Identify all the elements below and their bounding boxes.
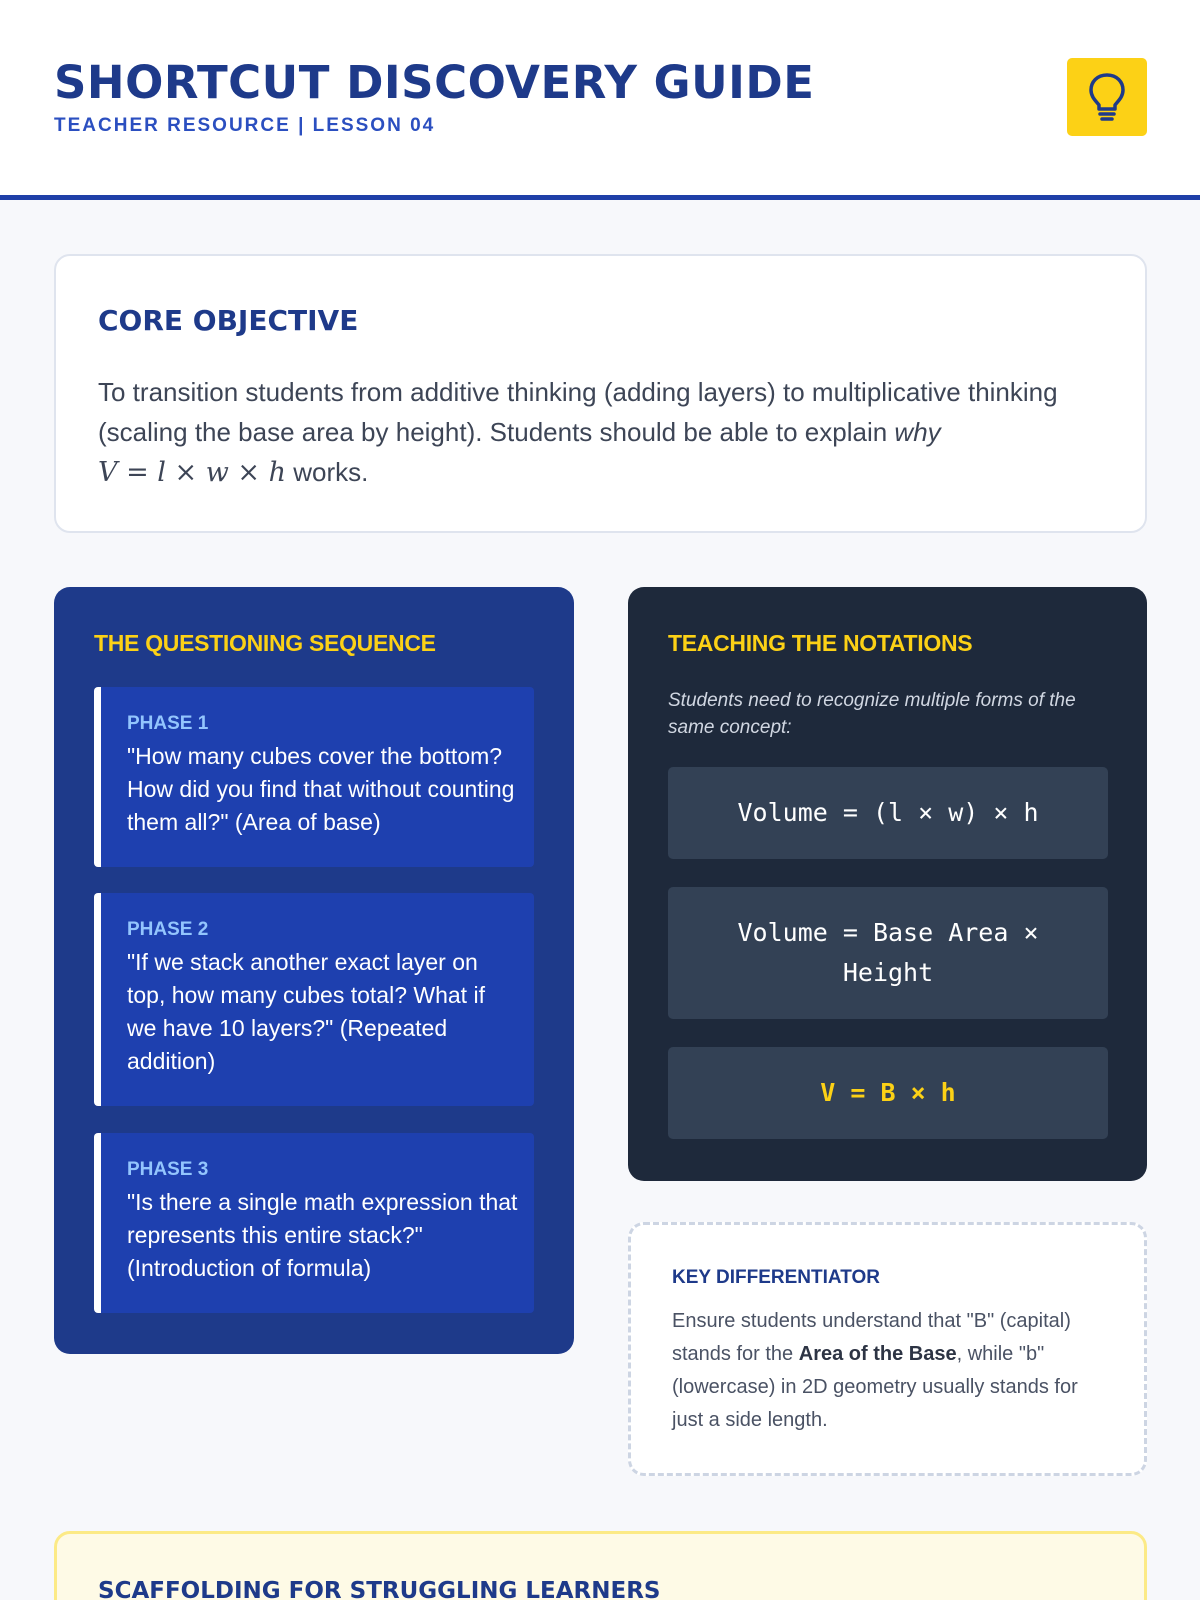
lightbulb-icon [1087, 71, 1127, 123]
scaffolding-card [54, 1531, 1147, 1600]
formula-box-2: Volume = Base Area × Height [668, 887, 1108, 1019]
kd-text-part2: , while "b" (lowercase) in 2D geometry usually stands for just a side length. [672, 1343, 1078, 1431]
questioning-heading: THE QUESTIONING SEQUENCE [94, 630, 436, 656]
kd-text-part1: Ensure students understand that "B" (capital) stands for the [672, 1310, 1071, 1365]
core-objective-heading: CORE OBJECTIVE [98, 304, 359, 337]
key-differentiator-card [628, 1222, 1147, 1476]
notations-intro: Students need to recognize multiple forms of the same concept: [668, 690, 1076, 738]
phase-label: PHASE 3 [127, 1159, 209, 1180]
phase-label: PHASE 2 [127, 919, 209, 940]
phase-card-2 [94, 893, 534, 1106]
objective-text-part2: works. [286, 457, 369, 487]
formula-box-3: V = B × h [668, 1047, 1108, 1139]
phase-card-1 [94, 687, 534, 867]
objective-emphasis: why [894, 417, 941, 447]
core-objective-text [98, 372, 1113, 493]
formula-box-1: Volume = (l × w) × h [668, 767, 1108, 859]
phase-text: "Is there a single math expression that represents this entire stack?" (Introduction of formula) [127, 1189, 518, 1281]
phase-label: PHASE 1 [127, 713, 209, 734]
notations-heading: TEACHING THE NOTATIONS [668, 630, 973, 656]
objective-text-part1: To transition students from additive thinking (adding layers) to multiplicative thinking (scaling the base area by height). Students should be able to explain [98, 377, 1058, 447]
key-differentiator-text [672, 1305, 1102, 1437]
page-title: SHORTCUT DISCOVERY GUIDE [54, 56, 815, 109]
scaffolding-heading: SCAFFOLDING FOR STRUGGLING LEARNERS [98, 1578, 661, 1600]
key-differentiator-heading: KEY DIFFERENTIATOR [672, 1267, 880, 1288]
phase-card-3 [94, 1133, 534, 1313]
phase-text: "How many cubes cover the bottom? How did you find that without counting them all?" (Area of base) [127, 743, 515, 835]
core-objective-card [54, 254, 1147, 533]
phase-text: "If we stack another exact layer on top, how many cubes total? What if we have 10 layers?" (Repeated addition) [127, 949, 485, 1074]
objective-formula: V = l × w × h [98, 457, 286, 488]
lightbulb-badge [1067, 58, 1147, 136]
kd-bold-term: Area of the Base [798, 1343, 957, 1365]
page-subtitle: TEACHER RESOURCE | LESSON 04 [54, 115, 436, 136]
notations-panel [628, 587, 1147, 1181]
page-header [0, 0, 1200, 200]
questioning-sequence-panel [54, 587, 574, 1354]
